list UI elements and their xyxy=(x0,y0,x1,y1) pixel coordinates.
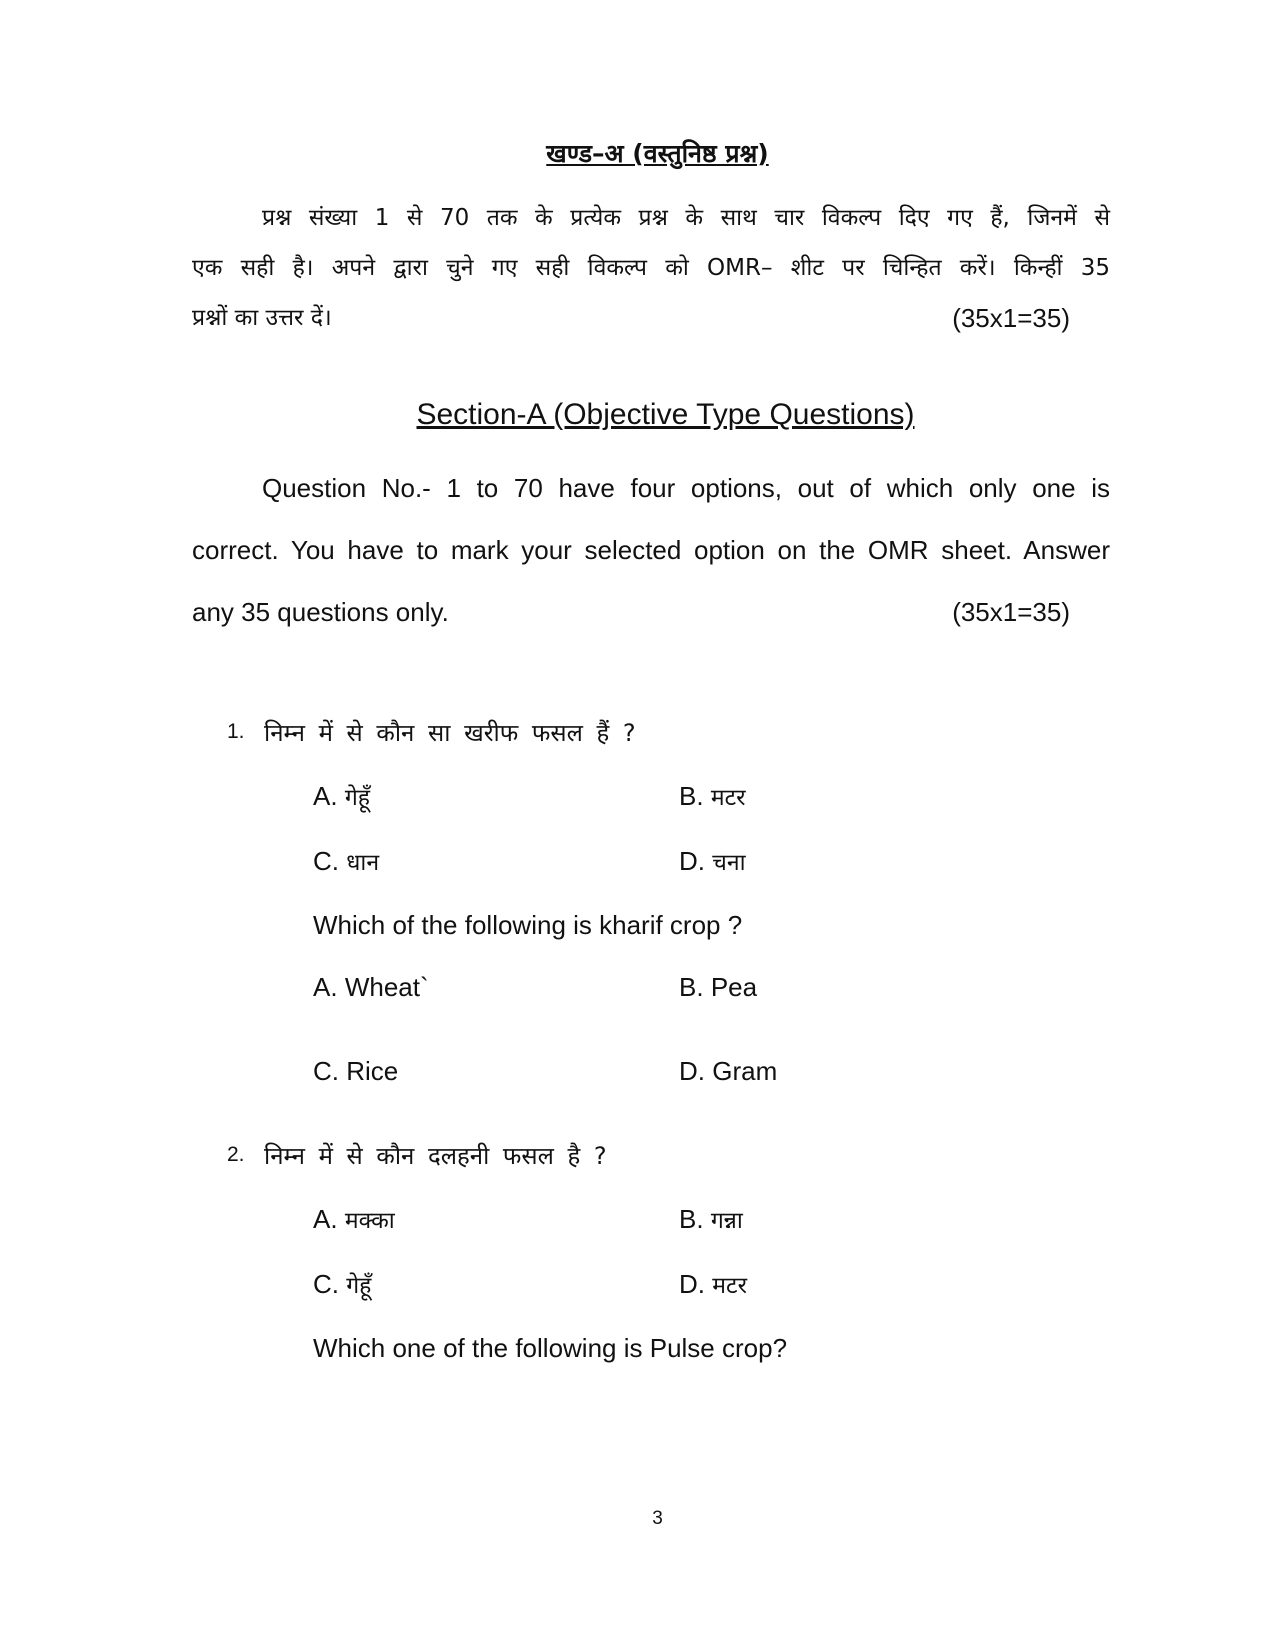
question-1-option-d-english: D. Gram xyxy=(679,1056,778,1086)
instructions-hindi-line-3 xyxy=(192,293,1110,343)
instructions-english-line-2: correct. You have to mark your selected option on the OMR sheet. Answer xyxy=(192,535,1110,565)
instructions-hindi-line-2: एक सही है। अपने द्वारा चुने गए सही विकल्प को OMR– शीट पर चिन्हित करें। किन्हीं 35 xyxy=(192,255,1110,281)
question-1-option-b-english: B. Pea xyxy=(679,972,758,1002)
question-2-option-b-hindi: B. गन्ना xyxy=(679,1204,743,1234)
question-1-option-c-hindi: C. धान xyxy=(313,846,380,876)
question-2-option-d-hindi: D. मटर xyxy=(679,1269,747,1299)
marks-english: (35x1=35) xyxy=(952,597,1070,627)
question-1-text-english: Which of the following is kharif crop ? xyxy=(313,910,743,940)
question-1-option-d-hindi: D. चना xyxy=(679,846,746,876)
marks-hindi: (35x1=35) xyxy=(952,303,1070,333)
question-2-number: 2. xyxy=(227,1143,245,1166)
instructions-hindi-line-3-text: प्रश्नों का उत्तर दें। xyxy=(192,305,332,331)
instructions-english-line-3 xyxy=(192,581,1110,643)
instructions-english-line-3-text: any 35 questions only. xyxy=(192,597,449,627)
instructions-english xyxy=(192,457,1110,643)
question-1-option-a-hindi: A. गेहूँ xyxy=(313,781,370,811)
section-heading-english: Section-A (Objective Type Questions) xyxy=(416,398,915,431)
question-2-option-a-hindi: A. मक्का xyxy=(313,1204,395,1234)
instructions-english-line-1: Question No.- 1 to 70 have four options, out of which only one is xyxy=(262,473,1110,503)
question-1-option-c-english: C. Rice xyxy=(313,1056,399,1086)
question-2-option-c-hindi: C. गेहूँ xyxy=(313,1269,372,1299)
question-1-text-hindi: निम्न में से कौन सा खरीफ फसल हैं ? xyxy=(264,719,636,747)
question-2-text-english: Which one of the following is Pulse crop? xyxy=(313,1333,788,1363)
question-2-text-hindi: निम्न में से कौन दलहनी फसल है ? xyxy=(264,1142,607,1170)
page-number: 3 xyxy=(652,1508,663,1529)
instructions-hindi-line-1: प्रश्न संख्या 1 से 70 तक के प्रत्येक प्रश्न के साथ चार विकल्प दिए गए हैं, जिनमें से xyxy=(262,205,1110,231)
question-1-option-a-english: A. Wheat` xyxy=(313,972,429,1002)
instructions-hindi xyxy=(192,193,1110,343)
section-heading-hindi: खण्ड–अ (वस्तुनिष्ठ प्रश्न) xyxy=(546,139,769,168)
question-1-number: 1. xyxy=(227,720,245,743)
question-1-option-b-hindi: B. मटर xyxy=(679,781,746,811)
